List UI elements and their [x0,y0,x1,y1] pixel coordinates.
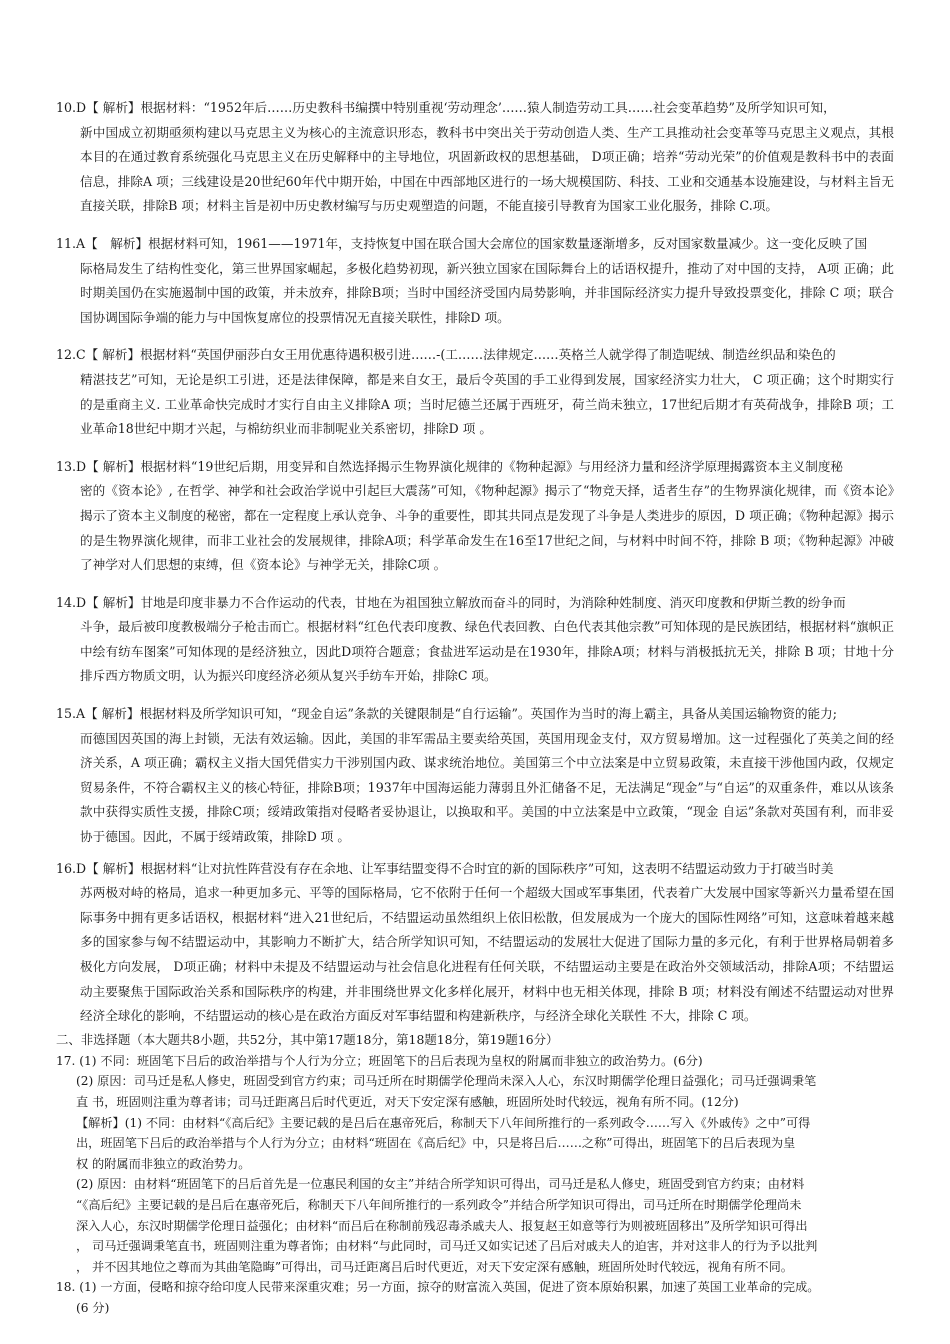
answer-10 [56,96,894,219]
answer-16-body: 苏两极对峙的格局，追求一种更加多元、平等的国际格局，它不依附于任何一个超级大国或军事集团，代表着广大发展中国家等新兴力量希望在国际事务中拥有更多话语权，根据材料“进入21世纪后，不结盟运动虽然组织上依旧松散，但发展成为一个庞大的国际性网络”可知，这意味着越来越多的国家参与匈不结盟运动中，其影响力不断扩大，结合所学知识可知，不结盟运动的发展壮大促进了国际力量的多元化，有利于世界格局朝着多极化方向发展， D项正确；材料中未提及不结盟运动与社会信息化进程有任何关联，不结盟运动主要是在政治外交领域活动，排除A项；不结盟运动主要聚焦于国际政治关系和国际秩序的构建，并非围绕世界文化多样化展开，材料中也无相关体现，排除 B 项；材料没有阐述不结盟运动对世界经济全球化的影响，不结盟运动的核心是在政治方面反对军事结盟和构建新秩序，与经济全球化关联性 不大，排除 C 项。 [80,885,894,1024]
answer-12-first-line: 12.C【 解析】根据材料“英国伊丽莎白女王用优惠待遇积极引进……-(工……法律规定……英格兰人就学得了制造呢绒、制造丝织品和染色的 [56,347,836,363]
answer-13-body: 密的《资本论》, 在哲学、神学和社会政治学说中引起巨大震荡”可知，《物种起源》揭示了“物竞天择，适者生存”的生物界演化规律，而《资本论》揭示了资本主义制度的秘密，都在一定程度上承认竞争、斗争的重要性，即其共同点是发现了斗争是人类进步的原因，D 项正确；《物种起源》揭示的是生物界演化规律，而非工业社会的发展规律，排除A项；科学革命发生在16至17世纪之间，与材料中时间不符，排除 B 项；《物种起源》冲破了神学对人们思想的束缚，但《资本论》与神学无关，排除C项 。 [80,483,894,573]
answer-13 [56,455,894,578]
answer-17-part1: 17. (1) 不同：班固笔下吕后的政治举措与个人行为分立；班固笔下的吕后表现为皇权的附属而非独立的政治势力。(6分) [56,1053,703,1068]
answer-17-analysis-line1: 【解析】(1) 不同：由材料“《高后纪》主要记载的是吕后在惠帝死后，称制天下八年间所推行的一系列政令……写入《外戚传》之中”可得 [76,1115,811,1130]
answer-17-analysis-line5: “《高后纪》主要记载的是吕后在惠帝死后，称制天下八年间所推行的一系列政令”并结合所学知识可得出，司马迁所在时期儒学伦理尚未 [76,1197,802,1212]
answer-18-score-text: (6 分) [76,1300,110,1315]
answer-17-analysis-line6: 深入人心，东汉时期儒学伦理日益强化；由材料“而吕后在称制前残忍毒杀戚夫人、报复赵王如意等行为则被班固移出”及所学知识可得出 [76,1218,808,1233]
answer-15 [56,702,894,850]
answer-18 [56,1277,894,1318]
answer-10-body: 新中国成立初期亟须构建以马克思主义为核心的主流意识形态，教科书中突出关于劳动创造人类、生产工具推动社会变革等马克思主义观点，其根本目的在通过教育系统强化马克思主义在历史解释中的主导地位，巩固新政权的思想基础， D项正确；培养“劳动光荣”的价值观是教科书中的表面信息，排除A 项；三线建设是20世纪60年代中期开始，中国在中西部地区进行的一场大规模国防、科技、工业和交通基本设施建设，与材料主旨无直接关联，排除B 项；材料主旨是初中历史教材编写与历史观塑造的问题，不能直接引导教育为国家工业化服务，排除 C.项。 [80,124,894,214]
answer-17-analysis-2 [56,1174,894,1277]
section-two-heading: 二、非选择题（本大题共8小题，共52分，其中第17题18分，第18题18分，第19题16分） [56,1031,559,1047]
answer-17-analysis-1 [56,1113,894,1175]
answer-11-first-line: 11.A【 解析】根据材料可知，1961——1971年，支持恢复中国在联合国大会席位的国家数量逐渐增多，反对国家数量减少。这一变化反映了国 [56,235,868,251]
answer-17-analysis-line4: (2) 原因：由材料“班固笔下的吕后首先是一位惠民利国的女主”并结合所学知识可得出，司马迁是私人修史，班固受到官方约束；由材料 [76,1177,805,1192]
answer-17-analysis-line8: ， 并不因其地位之尊而为其曲笔隐晦”可得出，司马迁距离吕后时代更近，对天下安定深有感触，班固所处时代较远，视角有所不同。 [76,1259,793,1274]
answer-14-body: 斗争，最后被印度教极端分子枪击而亡。根据材料“红色代表印度教、绿色代表回教、白色代表其他宗教”可知体现的是民族团结，根据材料“旗帜正中绘有纺车图案”可知体现的是经济独立，因此D项符合题意；食盐进军运动是在1930年，排除A项；材料与消极抵抗无关，排除 B 项；甘地十分排斥西方物质文明，认为振兴印度经济必须从复兴手纺车开始，排除C 项。 [80,619,894,684]
answer-16 [56,857,894,1029]
answer-14-first-line: 14.D【 解析】甘地是印度非暴力不合作运动的代表，甘地在为祖国独立解放而奋斗的同时，为消除种姓制度、消灭印度教和伊斯兰教的纷争而 [56,594,846,610]
answer-17-part2 [56,1071,894,1112]
answer-17-analysis-line3: 权 的附属而非独立的政治势力。 [76,1156,251,1171]
answer-12-body: 精湛技艺”可知，无论是织工引进，还是法律保障，都是来自女王，最后令英国的手工业得到发展，国家经济实力壮大， C 项正确；这个时期实行的是重商主义. 工业革命快完成时才实行自由主义排除A 项；当时尼德兰还属于西班牙，荷兰尚未独立，17世纪后期才有英荷战争，排除B 项；工业革命18世纪中期才兴起，与棉纺织业而非制呢业关系密切，排除D 项 。 [80,371,894,437]
answer-page [56,96,894,1319]
answer-11-body: 际格局发生了结构性变化，第三世界国家崛起，多极化趋势初现，新兴独立国家在国际舞台上的话语权提升，推动了对中国的支持， A项 正确；此时期美国仍在实施遏制中国的政策，并未放弃，排除B项；当时中国经济受国内局势影响，并非国际经济实力提升导致投票变化，排除 C 项；联合国协调国际争端的能力与中国恢复席位的投票情况无直接关联性，排除D 项。 [80,260,894,325]
answer-11 [56,232,894,330]
answer-12 [56,343,894,441]
answer-15-body: 而德国因英国的海上封锁，无法有效运输。因此，美国的非军需品主要卖给英国，英国用现金支付，双方贸易增加。这一过程强化了英美之间的经济关系，A 项正确；霸权主义指大国凭借实力干涉别国内政、谋求统治地位。美国第三个中立法案是中立贸易政策，未直接干涉他国内政，仅规定贸易条件，不符合霸权主义的核心特征，排除B项；1937年中国海运能力薄弱且外汇储备不足，无法满足“现金”与“自运”的双重条件，难以从该条款中获得实质性支援，排除C项；绥靖政策指对侵略者妥协退让，以换取和平。美国的中立法案是中立政策，“现金 自运”条款对英国有利，而非妥协于德国。因此，不属于绥靖政策，排除D 项 。 [80,730,894,845]
answer-17-part2-line1: (2) 原因：司马迁是私人修史，班固受到官方约束；司马迁所在时期儒学伦理尚未深入人心，东汉时期儒学伦理日益强化；司马迁强调秉笔 [76,1074,817,1089]
answer-16-first-line: 16.D【 解析】根据材料“让对抗性阵营没有存在余地、让军事结盟变得不合时宜的新的国际秩序”可知，这表明不结盟运动致力于打破当时美 [56,860,834,876]
answer-17-analysis-line7: ， 司马迁强调秉笔直书，班固则注重为尊者饰；由材料“与此同时，司马迁又如实记述了吕后对戚夫人的迫害，并对这非人的行为予以批判 [76,1239,818,1254]
answer-17-part2-line2: 直 书，班固则注重为尊者讳；司马迁距离吕后时代更近，对天下安定深有感触，班固所处时代较远，视角有所不同。(12分) [76,1094,739,1109]
answer-13-first-line: 13.D【 解析】根据材料“19世纪后期，用变异和自然选择揭示生物界演化规律的《物种起源》与用经济力量和经济学原理揭露资本主义制度秘 [56,458,844,474]
answer-10-first-line: 10.D【 解析】根据材料：“1952年后……历史教科书编撰中特别重视‘劳动理念’……猿人制造劳动工具……社会变革趋势”及所学知识可知， [56,100,836,115]
answer-18-part1: 18. (1) 一方面，侵略和掠夺给印度人民带来深重灾难；另一方面，掠夺的财富流入英国，促进了资本原始积累，加速了英国工业革命的完成。 [56,1280,820,1295]
answer-14 [56,591,894,689]
answer-15-first-line: 15.A【 解析】根据材料及所学知识可知，“现金自运”条款的关键限制是“自行运输”。英国作为当时的海上霸主，具备从美国运输物资的能力; [56,706,837,722]
answer-18-score [56,1298,894,1319]
answer-17 [56,1051,894,1278]
answer-17-analysis-line2: 出，班固笔下吕后的政治举措与个人行为分立；由材料“班固在《高后纪》中，只是将吕后……之称”可得出，班固笔下的吕后表现为皇 [76,1136,796,1151]
